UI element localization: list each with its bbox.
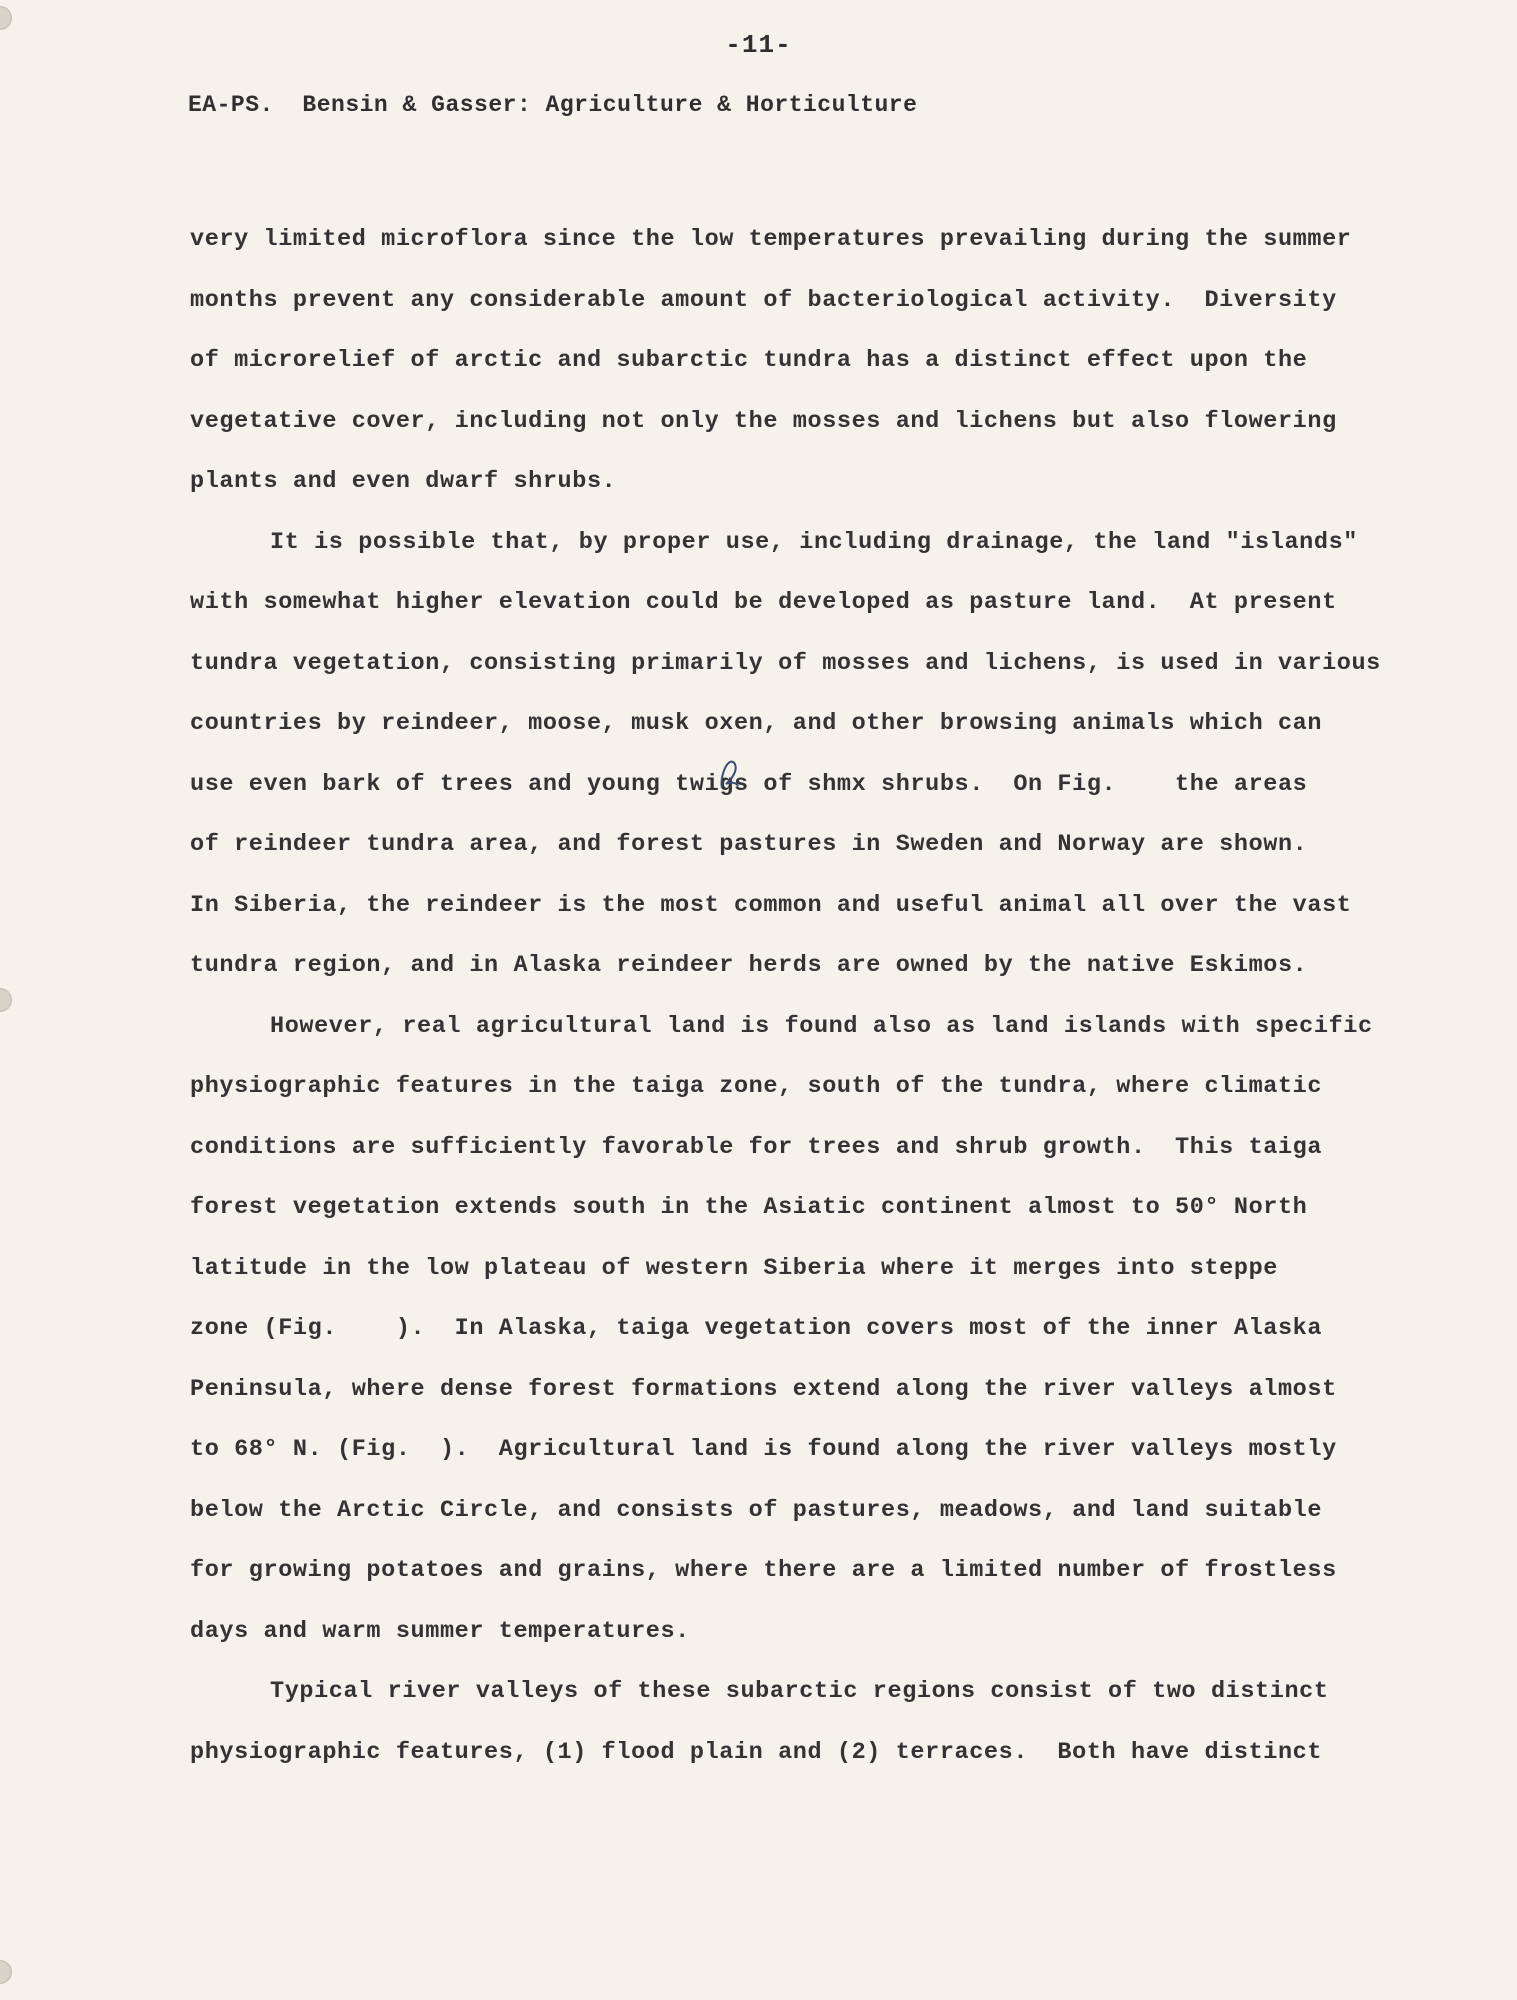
running-header: EA-PS. Bensin & Gasser: Agriculture & Horticulture (188, 92, 918, 118)
text-line: Peninsula, where dense forest formations extend along the river valleys almost (190, 1375, 1337, 1403)
text-line: latitude in the low plateau of western Siberia where it merges into steppe (190, 1254, 1278, 1282)
text-line: It is possible that, by proper use, including drainage, the land "islands" (270, 528, 1358, 556)
text-line: with somewhat higher elevation could be developed as pasture land. At present (190, 589, 1337, 616)
handwritten-correction-mark (718, 758, 742, 800)
text-line: below the Arctic Circle, and consists of pastures, meadows, and land suitable (190, 1496, 1323, 1524)
text-line: months prevent any considerable amount of bacteriological activity. Diversity (190, 286, 1337, 314)
text-line: plants and even dwarf shrubs. (190, 468, 617, 495)
text-line: use even bark of trees and young twigs of shmx shrubs. On Fig. the areas (190, 770, 1308, 798)
text-line: tundra vegetation, consisting primarily of mosses and lichens, is used in various (190, 649, 1381, 677)
text-line: Typical river valleys of these subarctic regions consist of two distinct (270, 1678, 1329, 1705)
text-line: forest vegetation extends south in the Asiatic continent almost to 50° North (190, 1194, 1308, 1221)
text-line: for growing potatoes and grains, where there are a limited number of frostless (190, 1557, 1337, 1584)
text-line: In Siberia, the reindeer is the most common and useful animal all over the vast (190, 891, 1352, 919)
text-line: zone (Fig. ). In Alaska, taiga vegetation covers most of the inner Alaska (190, 1315, 1323, 1342)
text-line: countries by reindeer, moose, musk oxen, and other browsing animals which can (190, 710, 1323, 737)
text-line: However, real agricultural land is found also as land islands with specific (270, 1012, 1373, 1040)
text-line: physiographic features, (1) flood plain and (2) terraces. Both have distinct (190, 1738, 1323, 1766)
text-line: very limited microflora since the low temperatures prevailing during the summer (190, 226, 1352, 253)
text-line: tundra region, and in Alaska reindeer herds are owned by the native Eskimos. (190, 952, 1308, 979)
punch-hole (0, 6, 12, 30)
punch-hole (0, 988, 12, 1012)
text-line: to 68° N. (Fig. ). Agricultural land is found along the river valleys mostly (190, 1436, 1337, 1463)
text-line: physiographic features in the taiga zone, south of the tundra, where climatic (190, 1073, 1323, 1100)
text-line: of reindeer tundra area, and forest pastures in Sweden and Norway are shown. (190, 831, 1308, 858)
punch-hole (0, 1960, 12, 1984)
text-line: days and warm summer temperatures. (190, 1617, 690, 1645)
text-line: of microrelief of arctic and subarctic tundra has a distinct effect upon the (190, 347, 1308, 374)
text-line: vegetative cover, including not only the mosses and lichens but also flowering (190, 407, 1337, 435)
body-text (190, 210, 1450, 1783)
text-line: conditions are sufficiently favorable for trees and shrub growth. This taiga (190, 1133, 1323, 1161)
page-number: -11- (725, 30, 792, 60)
